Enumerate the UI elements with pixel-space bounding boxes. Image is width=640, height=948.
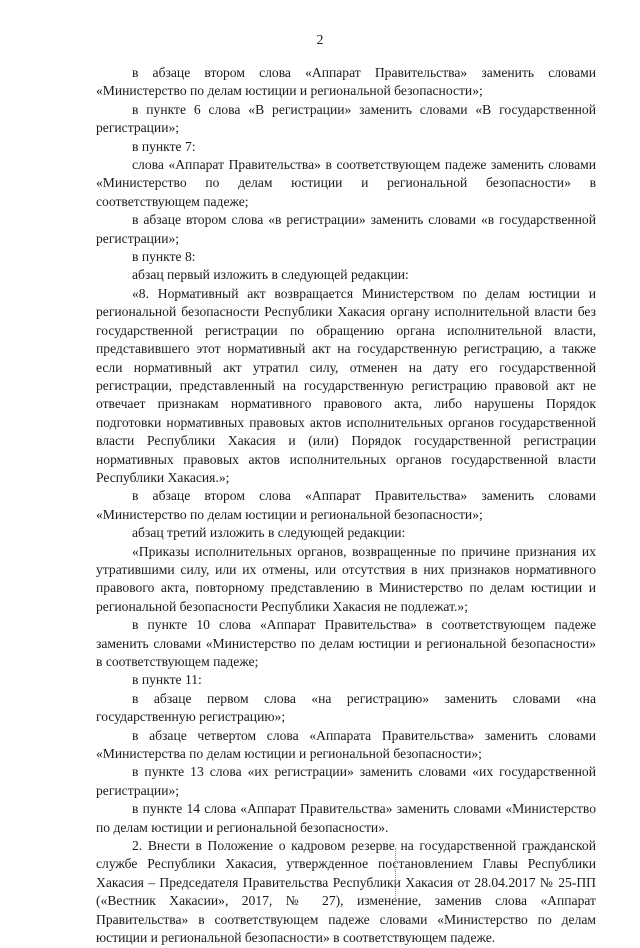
paragraph: в абзаце четвертом слова «Аппарата Правительства» заменить словами «Министерства по делам юстиции и региональной безопасности»;	[96, 727, 596, 762]
paragraph: «8. Нормативный акт возвращается Министерством по делам юстиции и региональной безопасности Республики Хакасия органу исполнительной власти без государственной регистрации по обращению органа исполнительной власти, представившего этот нормативный акт на государственную регистрацию, а также если нормативный акт утратил силу, отменен на дату его государственной регистрации, представленный на государственную регистрацию правовой акт не отвечает признакам нормативного правового акта, либо нарушены Порядок подготовки нормативных правовых актов исполнительных органов государственной власти Республики Хакасия и (или) Порядок государственной регистрации нормативных правовых актов исполнительных органов государственной власти Республики Хакасия.»;	[96, 285, 596, 485]
paragraph: абзац третий изложить в следующей редакции:	[132, 525, 406, 541]
paragraph: в пункте 7:	[132, 138, 196, 154]
paragraph: в пункте 8:	[132, 249, 196, 265]
paragraph: в пункте 13 слова «их регистрации» заменить словами «их государственной регистрации»;	[96, 764, 596, 798]
page-number: 2	[316, 33, 324, 48]
paragraph: 2. Внести в Положение о кадровом резерве на государственной гражданской службе Республики Хакасия, утвержденное постановлением Главы Республики Хакасия – Председателя Правительства Республики Хакасия от 28.04.2017 № 25-ПП («Вестник Хакасии», 2017, № 27), изменение, заменив слова «Аппарат Правительства» в соответствующем падеже словами «Министерство по делам юстиции и региональной безопасности» в соответствующем падеже.	[96, 838, 596, 946]
paragraph: слова «Аппарат Правительства» в соответствующем падеже заменить словами «Министерство по делам юстиции и региональной безопасности» в соответствующем падеже;	[96, 157, 596, 209]
paragraph: абзац первый изложить в следующей редакции:	[132, 267, 409, 283]
paragraph: в пункте 10 слова «Аппарат Правительства» в соответствующем падеже заменить словами «Министерство по делам юстиции и региональной безопасности» в соответствующем падеже;	[96, 617, 596, 669]
paragraph: в пункте 14 слова «Аппарат Правительства» заменить словами «Министерство по делам юстиции и региональной безопасности».	[96, 801, 596, 835]
scan-fold-mark	[395, 848, 398, 900]
paragraph: в пункте 11:	[132, 672, 202, 688]
document-body	[96, 64, 596, 948]
paragraph: в абзаце втором слова «Аппарат Правительства» заменить словами «Министерство по делам юстиции и региональной безопасности»;	[96, 488, 596, 522]
paragraph: «Приказы исполнительных органов, возвращенные по причине признания их утратившими силу, или их отмены, или отсутствия в них признаков нормативного правового акта, повторному представлению в Министерство по делам юстиции и региональной безопасности Республики Хакасия не подлежат.»;	[96, 543, 596, 614]
paragraph: в абзаце втором слова «Аппарат Правительства» заменить словами «Министерство по делам юстиции и региональной безопасности»;	[96, 65, 596, 99]
paragraph: в пункте 6 слова «В регистрации» заменить словами «В государственной регистрации»;	[96, 101, 596, 136]
paragraph: в абзаце первом слова «на регистрацию» заменить словами «на государственную регистрацию»;	[96, 690, 596, 725]
paragraph: в абзаце втором слова «в регистрации» заменить словами «в государственной регистрации»;	[96, 212, 596, 246]
